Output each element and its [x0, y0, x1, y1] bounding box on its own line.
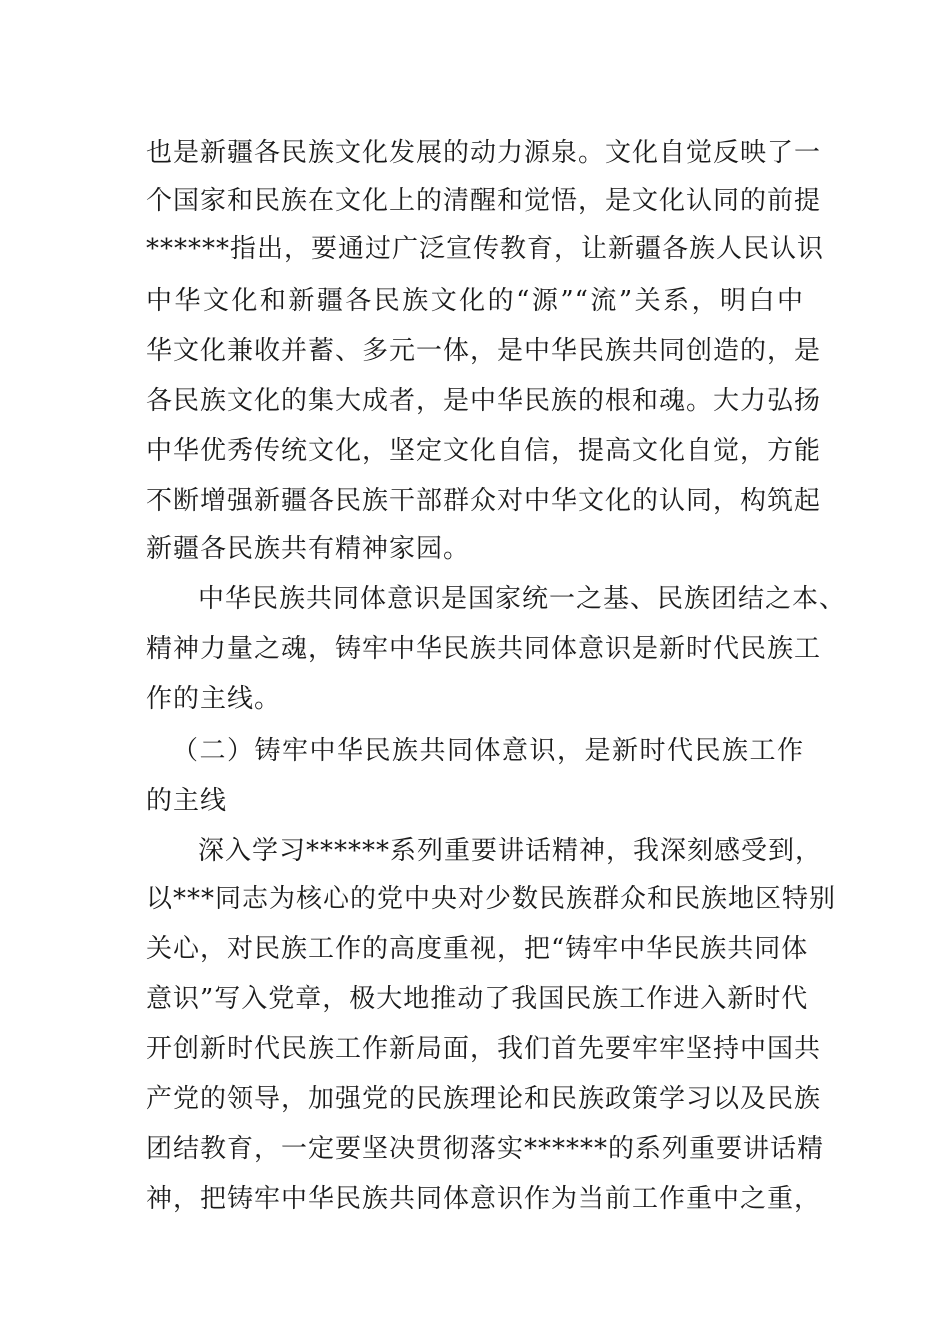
- paragraph-line: 也是新疆各民族文化发展的动力源泉。文化自觉反映了一: [146, 138, 822, 168]
- paragraph-line: 中华优秀传统文化，坚定文化自信，提高文化自觉，方能: [146, 436, 822, 466]
- paragraph-line: 深入学习******系列重要讲话精神，我深刻感受到，: [198, 836, 823, 866]
- paragraph-line: 中华民族共同体意识是国家统一之基、民族团结之本、: [198, 584, 847, 614]
- section-heading-line: （二）铸牢中华民族共同体意识，是新时代民族工作: [172, 736, 804, 766]
- paragraph-line: 中华文化和新疆各民族文化的“源”“流”关系，明白中: [146, 286, 804, 316]
- paragraph-line: 产党的领导，加强党的民族理论和民族政策学习以及民族: [146, 1084, 822, 1114]
- paragraph-line: 开创新时代民族工作新局面，我们首先要牢牢坚持中国共: [146, 1034, 822, 1064]
- section-heading-line: 的主线: [146, 786, 228, 816]
- paragraph-line: ******指出，要通过广泛宣传教育，让新疆各族人民认识: [146, 234, 825, 264]
- paragraph-line: 华文化兼收并蓄、多元一体，是中华民族共同创造的，是: [146, 336, 822, 366]
- paragraph-line: 意识”写入党章，极大地推动了我国民族工作进入新时代: [146, 984, 809, 1014]
- paragraph-line: 神，把铸牢中华民族共同体意识作为当前工作重中之重，: [146, 1184, 822, 1214]
- paragraph-line: 个国家和民族在文化上的清醒和觉悟，是文化认同的前提: [146, 186, 822, 216]
- paragraph-line: 精神力量之魂，铸牢中华民族共同体意识是新时代民族工: [146, 634, 822, 664]
- paragraph-line: 新疆各民族共有精神家园。: [146, 534, 471, 564]
- paragraph-line: 以***同志为核心的党中央对少数民族群众和民族地区特别: [146, 884, 837, 914]
- paragraph-line: 各民族文化的集大成者，是中华民族的根和魂。大力弘扬: [146, 386, 822, 416]
- paragraph-line: 作的主线。: [146, 684, 282, 714]
- paragraph-line: 关心，对民族工作的高度重视，把“铸牢中华民族共同体: [146, 934, 809, 964]
- paragraph-line: 团结教育，一定要坚决贯彻落实******的系列重要讲话精: [146, 1134, 825, 1164]
- paragraph-line: 不断增强新疆各民族干部群众对中华文化的认同，构筑起: [146, 486, 822, 516]
